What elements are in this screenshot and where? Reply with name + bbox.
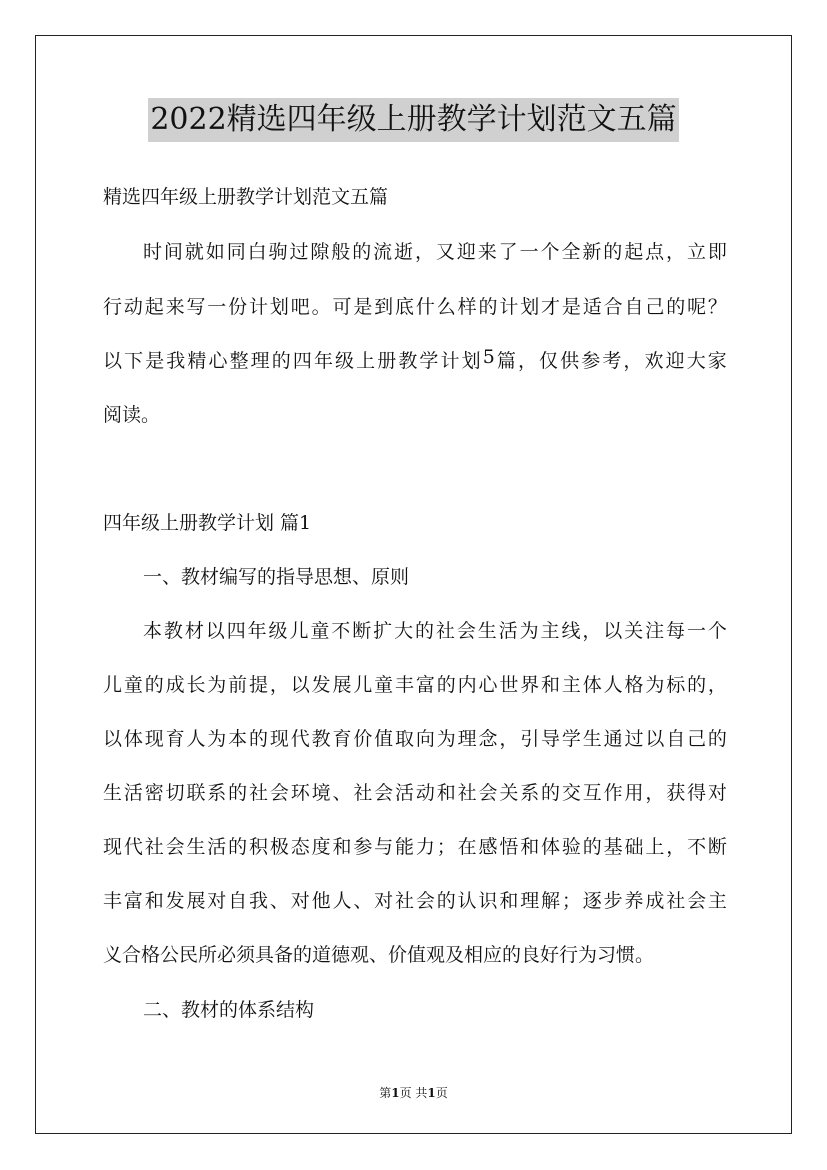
footer-mid: 页 共 — [399, 1086, 428, 1100]
footer-suffix: 页 — [435, 1086, 448, 1100]
document-subtitle: 精选四年级上册教学计划范文五篇 — [103, 186, 389, 208]
page-footer — [0, 1084, 827, 1101]
heading-1: 一、教材编写的指导思想、原则 — [143, 566, 410, 588]
heading-2: 二、教材的体系结构 — [143, 999, 315, 1021]
body-line: 丰 富 和 发 展 对 自 我 、 对 他 人 、 对 社 会 的 认 识 和 理 解 ； 逐 步 养 成 社 会 主 — [103, 890, 727, 912]
body-line: 儿 童 的 成 长 为 前 提 ， 以 发 展 儿 童 丰 富 的 内 心 世 界 和 主 体 人 格 为 标 的 ， — [103, 674, 727, 696]
body-line: 以 体 现 育 人 为 本 的 现 代 教 育 价 值 取 向 为 理 念 ， 引 导 学 生 通 过 以 自 己 的 — [103, 728, 727, 750]
body-line: 生 活 密 切 联 系 的 社 会 环 境 、 社 会 活 动 和 社 会 关 系 的 交 互 作 用 ， 获 得 对 — [103, 782, 727, 804]
intro-line: 行 动 起 来 写 一 份 计 划 吧 。 可 是 到 底 什 么 样 的 计 划 才 是 适 合 自 己 的 呢 ？ — [103, 296, 727, 318]
title-container — [0, 98, 827, 142]
footer-page-number: 1 — [391, 1086, 400, 1100]
intro-line: 时 间 就 如 同 白 驹 过 隙 般 的 流 逝 ， 又 迎 来 了 一 个 全 新 的 起 点 ， 立 即 — [143, 241, 727, 263]
document-title: 2022精选四年级上册教学计划范文五篇 — [148, 98, 678, 142]
intro-line: 以 下 是 我 精 心 整 理 的 四 年 级 上 册 教 学 计 划 5 篇 ， 仅 供 参 考 ， 欢 迎 大 家 — [103, 346, 727, 372]
footer-prefix: 第 — [379, 1086, 392, 1100]
body-line: 义合格公民所必须具备的道德观、价值观及相应的良好行为习惯。 — [103, 944, 655, 966]
intro-line: 阅读。 — [103, 404, 161, 426]
section-heading: 四年级上册教学计划 篇1 — [103, 512, 312, 534]
footer-page-total: 1 — [427, 1086, 436, 1100]
body-line: 本 教 材 以 四 年 级 儿 童 不 断 扩 大 的 社 会 生 活 为 主 线 ， 以 关 注 每 一 个 — [143, 620, 727, 642]
body-line: 现 代 社 会 生 活 的 积 极 态 度 和 参 与 能 力 ； 在 感 悟 和 体 验 的 基 础 上 ， 不 断 — [103, 836, 727, 858]
